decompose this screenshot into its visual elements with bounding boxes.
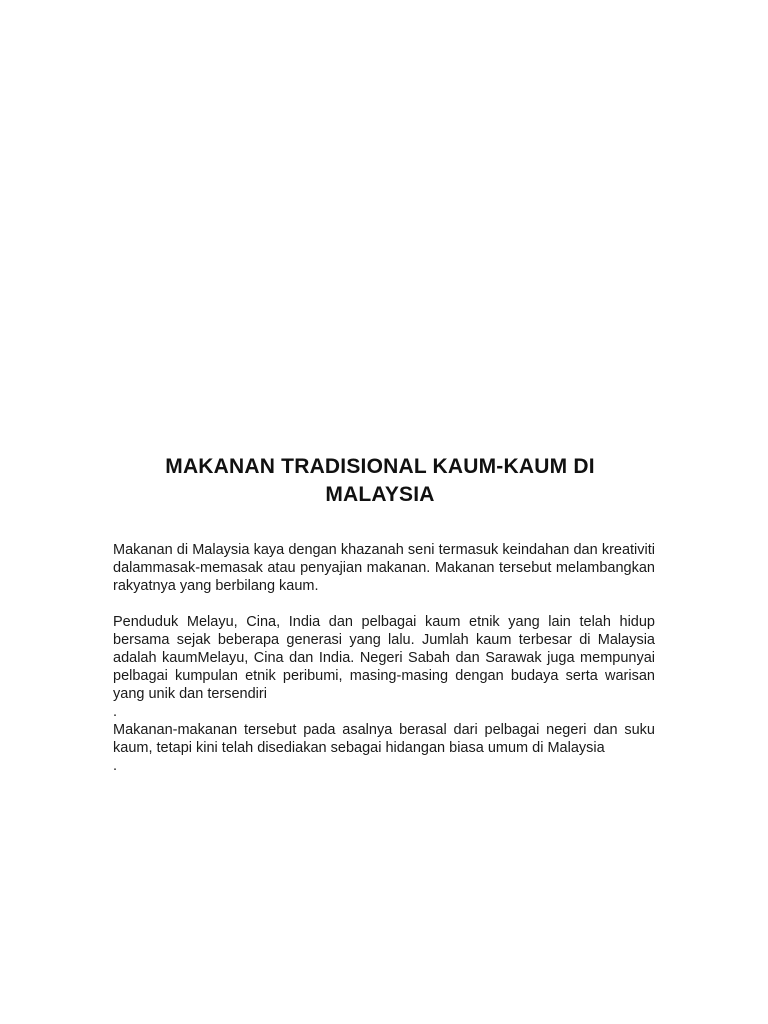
paragraph-period: . bbox=[113, 758, 118, 774]
paragraph-period: . bbox=[113, 704, 118, 720]
document-title: MAKANAN TRADISIONAL KAUM-KAUM DI MALAYSIA bbox=[165, 455, 595, 506]
paragraph-spacer bbox=[113, 595, 655, 613]
document-body bbox=[113, 541, 655, 775]
paragraph-origin: Makanan-makanan tersebut pada asalnya berasal dari pelbagai negeri dan suku kaum, tetapi kini telah disediakan sebagai hidangan biasa umum di Malaysia bbox=[113, 722, 655, 756]
paragraph-population: Penduduk Melayu, Cina, India dan pelbagai kaum etnik yang lain telah hidup bersama sejak beberapa generasi yang lalu. Jumlah kaum terbesar di Malaysia adalah kaumMelayu, Cina dan India. Negeri Sabah dan Sarawak juga mempunyai pelbagai kumpulan etnik peribumi, masing-masing dengan budaya serta warisan yang unik dan tersendiri bbox=[113, 614, 655, 702]
paragraph-intro: Makanan di Malaysia kaya dengan khazanah seni termasuk keindahan dan kreativiti dalammasak-memasak atau penyajian makanan. Makanan tersebut melambangkan rakyatnya yang berbilang kaum. bbox=[113, 542, 655, 594]
